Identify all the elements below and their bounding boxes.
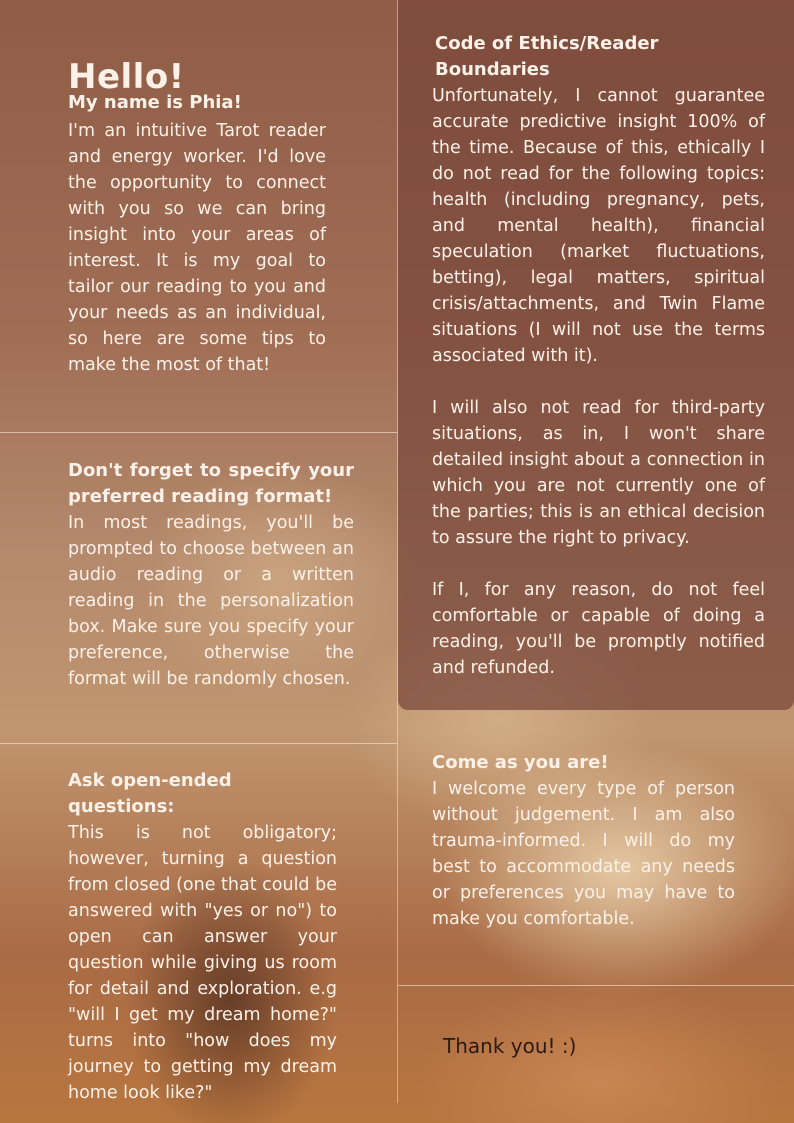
ethics-paragraph-3: If I, for any reason, do not feel comfortable or capable of doing a reading, you'll be promptly notified and refunded.	[432, 580, 765, 678]
questions-text: This is not obligatory; however, turning a question from closed (one that could be answered with "yes or no") to open can answer your question while giving us room for detail and exploration. e.g "will I get my dream home?" turns into "how does my journey to getting my dream home look like?"	[68, 823, 337, 1103]
questions-section	[68, 768, 337, 1106]
hello-title: Hello!	[68, 57, 185, 97]
ethics-paragraph-1: Unfortunately, I cannot guarantee accurate predictive insight 100% of the time. Because of this, ethically I do not read for the following topics: health (including pregnancy, pets, and mental health), financial speculation (market fluctuations, betting), legal matters, spiritual crisis/attachments, and Twin Flame situations (I will not use the terms associated with it).	[432, 86, 765, 366]
intro-section	[68, 57, 326, 378]
format-heading: Don't forget to specify your preferred reading format!	[68, 460, 354, 507]
thank-you-text: Thank you! :)	[443, 1034, 577, 1058]
intro-name-line: My name is Phia!	[68, 92, 242, 113]
format-section	[68, 458, 354, 692]
divider-right-1	[398, 985, 794, 986]
come-heading: Come as you are!	[432, 752, 609, 773]
ethics-heading: Code of Ethics/Reader Boundaries	[435, 33, 659, 80]
ethics-section	[432, 31, 765, 681]
intro-text: I'm an intuitive Tarot reader and energy worker. I'd love the opportunity to connect with you so we can bring insight into your areas of interest. It is my goal to tailor our reading to you and your needs as an individual, so here are some tips to make the most of that!	[68, 121, 326, 375]
format-text: In most readings, you'll be prompted to choose between an audio reading or a written reading in the personalization box. Make sure you specify your preference, otherwise the format will be randomly chosen.	[68, 513, 354, 689]
center-divider	[397, 0, 398, 1103]
come-text: I welcome every type of person without judgement. I am also trauma-informed. I will do my best to accommodate any needs or preferences you may have to make you comfortable.	[432, 779, 735, 929]
questions-heading: Ask open-ended questions:	[68, 770, 232, 817]
ethics-paragraph-2: I will also not read for third-party situations, as in, I won't share detailed insight about a connection in which you are not currently one of the parties; this is an ethical decision to assure the right to privacy.	[432, 398, 765, 548]
come-section	[432, 750, 735, 932]
divider-left-1	[0, 432, 397, 433]
divider-left-2	[0, 743, 397, 744]
